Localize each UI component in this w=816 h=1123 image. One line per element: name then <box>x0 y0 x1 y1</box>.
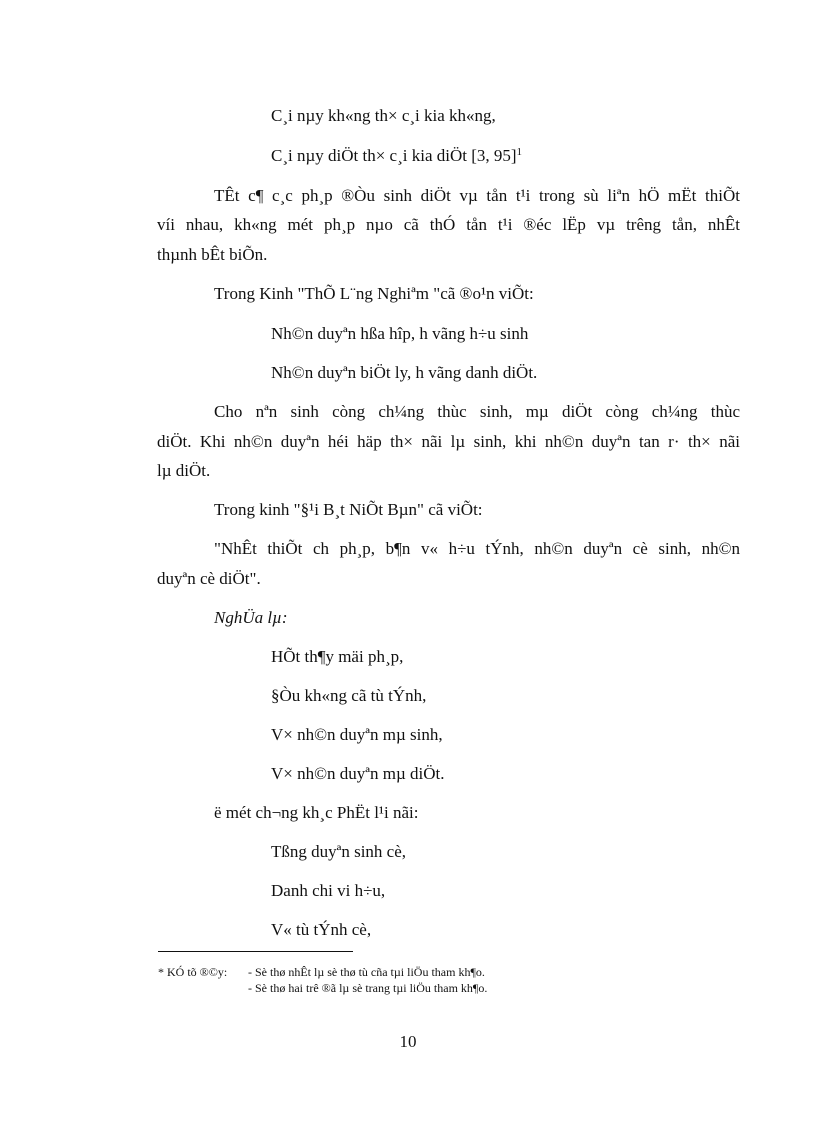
verse-line: C¸i nµy kh«ng th× c¸i kia kh«ng, <box>271 106 496 125</box>
paragraph-line: Cho nªn sinh còng ch¼ng thùc sinh, mµ diÖt còng ch¼ng thùc <box>214 402 740 421</box>
footnote-mark: * <box>158 965 164 979</box>
footnote-label: KÓ tõ ®©y: <box>167 965 228 979</box>
footnote-reference: 1 <box>516 146 523 158</box>
verse-line: V× nh©n duyªn mµ diÖt. <box>271 764 445 783</box>
verse-line: V« tù tÝnh cè, <box>271 920 372 939</box>
verse-line-with-citation <box>271 146 522 166</box>
verse-line: Tßng duyªn sinh cè, <box>271 842 407 861</box>
footnote-separator <box>158 951 353 952</box>
verse-line: Nh©n duyªn biÖt ly, h vãng danh diÖt. <box>271 363 538 382</box>
paragraph-line: thµnh bÊt biÕn. <box>157 245 268 264</box>
verse-line: HÕt th¶y mäi ph¸p, <box>271 647 404 666</box>
paragraph-line: duyªn cè diÖt". <box>157 569 261 588</box>
footnote-line: - Sè thø hai trê ®ã lµ sè trang tµi liÖu tham kh¶o. <box>248 981 488 995</box>
paragraph-line: "NhÊt thiÕt ch ph¸p, b¶n v« h÷u tÝnh, nh©n duyªn cè sinh, nh©n <box>214 539 740 558</box>
verse-line-text: C¸i nµy diÖt th× c¸i kia diÖt [3, 95] <box>271 146 517 165</box>
paragraph-line: diÖt. Khi nh©n duyªn héi häp th× nãi lµ sinh, khi nh©n duyªn tan r· th× nãi <box>157 432 740 451</box>
paragraph-line: TÊt c¶ c¸c ph¸p ®Òu sinh diÖt vµ tån t¹i trong sù liªn hÖ mËt thiÕt <box>214 186 740 205</box>
verse-line: Nh©n duyªn hßa hîp, h vãng h÷u sinh <box>271 324 529 343</box>
verse-line: V× nh©n duyªn mµ sinh, <box>271 725 443 744</box>
paragraph-line: lµ diÖt. <box>157 461 211 480</box>
meaning-label: NghÜa lµ: <box>214 608 288 627</box>
paragraph-line: víi nhau, kh«ng mét ph¸p nµo cã thÓ tån t¹i ®éc lËp vµ trêng tån, nhÊt <box>157 215 740 234</box>
paragraph-intro: Trong Kinh "ThÕ L¨ng Nghiªm "cã ®o¹n viÕt: <box>214 284 534 303</box>
paragraph-intro: Trong kinh "§¹i B¸t NiÕt Bµn" cã viÕt: <box>214 500 483 519</box>
footnote-line: - Sè thø nhÊt lµ sè thø tù cña tµi liÖu tham kh¶o. <box>248 965 485 979</box>
verse-line: §Òu kh«ng cã tù tÝnh, <box>271 686 427 705</box>
page-number: 10 <box>399 1032 417 1051</box>
paragraph-intro: ë mét ch¬ng kh¸c PhËt l¹i nãi: <box>214 803 419 822</box>
verse-line: Danh chi vi h÷u, <box>271 881 386 900</box>
footnote-first-line <box>158 965 227 980</box>
